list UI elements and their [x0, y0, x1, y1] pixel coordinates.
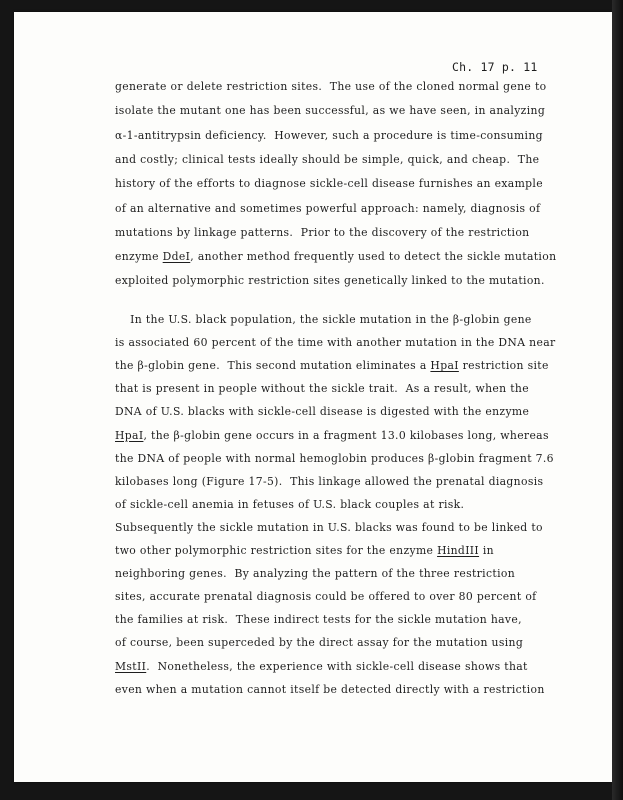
text-segment: enzyme: [115, 250, 163, 264]
text-line: generate or delete restriction sites. The use of the cloned normal gene to: [115, 80, 547, 93]
text-segment: two other polymorphic restriction sites for the enzyme: [115, 544, 438, 557]
text-line: is associated 60 percent of the time with another mutation in the DNA near: [115, 336, 556, 350]
text-segment: . Nonetheless, the experience with sickle-cell disease shows that: [146, 659, 528, 673]
text-line: In the U.S. black population, the sickle mutation in the β-globin gene: [115, 313, 532, 326]
enzyme-name: HpaI: [430, 359, 459, 373]
binder-edge: [612, 0, 623, 800]
text-segment: restriction site: [458, 359, 549, 373]
enzyme-name: MstII: [115, 659, 147, 673]
text-line: history of the efforts to diagnose sickle-cell disease furnishes an example: [115, 177, 543, 191]
text-line: the DNA of people with normal hemoglobin produces β-globin fragment 7.6: [115, 451, 554, 465]
text-line: of course, been superceded by the direct assay for the mutation using: [115, 636, 524, 650]
text-line: DNA of U.S. blacks with sickle-cell disease is digested with the enzyme: [115, 405, 530, 419]
enzyme-name: DdeI: [162, 250, 191, 264]
text-line: [115, 429, 549, 442]
text-line: mutations by linkage patterns. Prior to the discovery of the restriction: [115, 225, 530, 239]
text-line: Subsequently the sickle mutation in U.S. blacks was found to be linked to: [115, 520, 543, 534]
text-segment: in: [479, 544, 494, 557]
page-number-header: Ch. 17 p. 11: [452, 60, 538, 74]
enzyme-name: HindIII: [437, 544, 480, 557]
text-line: of sickle-cell anemia in fetuses of U.S. black couples at risk.: [115, 497, 465, 511]
text-segment: , another method frequently used to detect the sickle mutation: [190, 250, 557, 264]
text-line: the families at risk. These indirect tests for the sickle mutation have,: [115, 613, 522, 627]
text-line: isolate the mutant one has been successful, as we have seen, in analyzing: [115, 104, 546, 118]
text-line: α-1-antitrypsin deficiency. However, such a procedure is time-consuming: [115, 128, 543, 142]
text-line: that is present in people without the sickle trait. As a result, when the: [115, 382, 529, 396]
text-line: [115, 660, 528, 673]
text-segment: the β-globin gene. This second mutation eliminates a: [115, 359, 431, 373]
text-line: [115, 359, 549, 372]
text-line: kilobases long (Figure 17-5). This linkage allowed the prenatal diagnosis: [115, 474, 544, 488]
text-line: sites, accurate prenatal diagnosis could be offered to over 80 percent of: [115, 590, 537, 604]
text-segment: , the β-globin gene occurs in a fragment 13.0 kilobases long, whereas: [143, 428, 549, 442]
text-line: neighboring genes. By analyzing the pattern of the three restriction: [115, 567, 516, 581]
text-line: and costly; clinical tests ideally should be simple, quick, and cheap. The: [115, 152, 540, 166]
text-line: exploited polymorphic restriction sites genetically linked to the mutation.: [115, 274, 545, 288]
text-line: [115, 544, 494, 557]
text-line: even when a mutation cannot itself be detected directly with a restriction: [115, 682, 545, 696]
enzyme-name: HpaI: [115, 428, 144, 442]
text-line: of an alternative and sometimes powerful approach: namely, diagnosis of: [115, 201, 541, 215]
text-line: [115, 250, 556, 263]
